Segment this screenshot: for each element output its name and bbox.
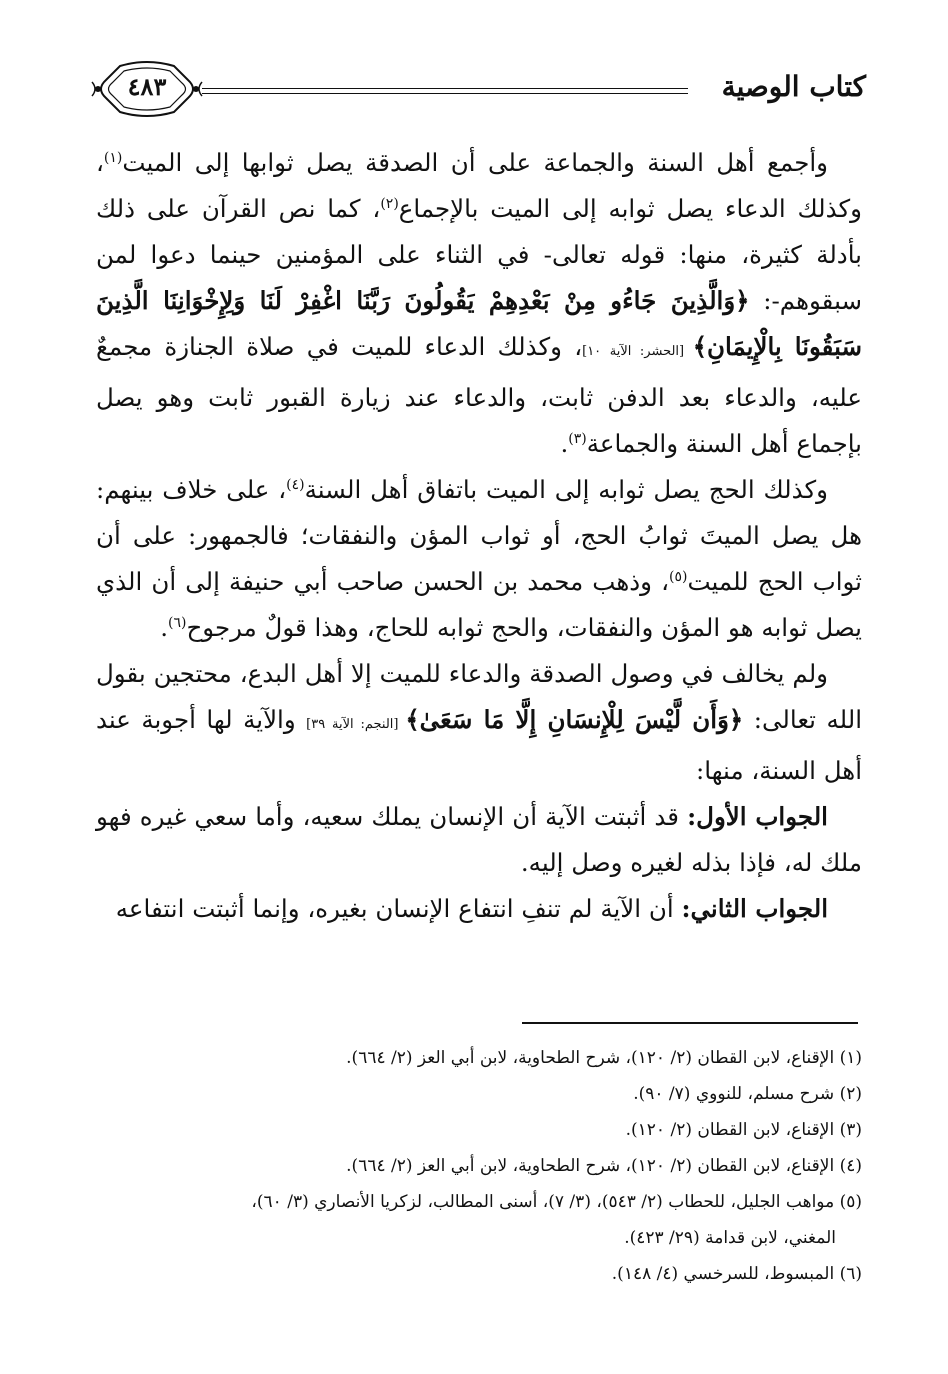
chapter-title: كتاب الوصية: [721, 70, 866, 103]
paragraph-answer-2: الجواب الثاني: أن الآية لم تنفِ انتفاع الإنسان بغيره، وإنما أثبتت انتفاعه: [115, 894, 828, 923]
footnote-ref-5: (٥): [668, 568, 688, 585]
page-number: ٤٨٣: [127, 72, 167, 101]
footnote-divider: [522, 1022, 858, 1024]
paragraph-answer-1: الجواب الأول: قد أثبتت الآية أن الإنسان يملك سعيه، وأما سعي غيره فهو ملك له، فإذا بذله لغيره وصل إليه.: [96, 802, 862, 877]
page-header: [90, 58, 866, 122]
verse-reference-najm: [النجم: الآية ٣٩]: [306, 717, 406, 732]
footnote-2: (٢) شرح مسلم، للنووي (٧/ ٩٠).: [633, 1084, 862, 1104]
quran-verse-hashr: ﴿وَالَّذِينَ جَاءُو مِنْ بَعْدِهِمْ يَقُولُونَ رَبَّنَا اغْفِرْ لَنَا وَلِإِخْوَانِنَا الَّذِينَ سَبَقُونَا بِالْإِيمَانِ﴾: [96, 286, 862, 361]
header-rule: [202, 88, 688, 94]
footnote-5: (٥) مواهب الجليل، للحطاب (٢/ ٥٤٣)، (٣/ ٧)، أسنى المطالب، لزكريا الأنصاري (٣/ ٦٠)،: [251, 1192, 862, 1212]
footnote-6: (٦) المبسوط، للسرخسي (٤/ ١٤٨).: [611, 1264, 862, 1284]
paragraph-hajj: وكذلك الحج يصل ثوابه إلى الميت باتفاق أهل السنة$^{(٤)}$، على خلاف بينهم: هل يصل الميتَ ثوابُ الحج، أو ثواب المؤن والنفقات؛ فالجمهور: على أن ثواب الحج للميت$^{(٥)}$، وذهب محمد بن الحسن صاحب أبي حنيفة إلى أن الذي يصل ثوابه هو المؤن والنفقات، والحج ثوابه للحاج، وهذا قولٌ مرجوح$^{(٦)}$.: [96, 475, 863, 642]
footnotes: [96, 1040, 862, 1292]
paragraph-dissent: ولم يخالف في وصول الصدقة والدعاء للميت إلا أهل البدع، محتجين بقول الله تعالى: ﴿وَأَن لَّيْسَ لِلْإِنسَانِ إِلَّا مَا سَعَىٰ﴾ [النجم: الآية ٣٩] والآية لها أجوبة عند أهل السنة، منها:: [96, 659, 862, 785]
answer-2-label: الجواب الثاني:: [681, 894, 828, 923]
footnote-3: (٣) الإقناع، لابن القطان (٢/ ١٢٠).: [625, 1120, 862, 1140]
paragraph-consensus: وأجمع أهل السنة والجماعة على أن الصدقة يصل ثوابها إلى الميت$^{(١)}$، وكذلك الدعاء يصل ثوابه إلى الميت بالإجماع$^{(٢)}$، كما نص القرآن على ذلك بأدلة كثيرة، منها: قوله تعالى- في الثناء على المؤمنين حينما دعوا لمن سبقوهم-: ﴿وَالَّذِينَ جَاءُو مِنْ بَعْدِهِمْ يَقُولُونَ رَبَّنَا اغْفِرْ لَنَا وَلِإِخْوَانِنَا الَّذِينَ سَبَقُونَا بِالْإِيمَانِ﴾ [الحشر: الآية ١٠]، وكذلك الدعاء للميت في صلاة الجنازة مجمعٌ عليه، والدعاء بعد الدفن ثابت، والدعاء عند زيارة القبور ثابت وهو يصل بإجماع أهل السنة والجماعة$^{(٣)}$.: [96, 148, 862, 458]
answer-1-label: الجواب الأول:: [687, 802, 828, 831]
footnote-4: (٤) الإقناع، لابن القطان (٢/ ١٢٠)، شرح الطحاوية، لابن أبي العز (٢/ ٦٦٤).: [346, 1156, 862, 1176]
footnote-ref-6: (٦): [168, 614, 187, 631]
main-text: [96, 140, 862, 932]
footnote-ref-1: (١): [103, 149, 123, 166]
footnote-ref-3: (٣): [568, 430, 587, 447]
footnote-ref-2: (٢): [380, 195, 399, 212]
footnote-ref-4: (٤): [286, 476, 305, 493]
footnote-1: (١) الإقناع، لابن القطان (٢/ ١٢٠)، شرح الطحاوية، لابن أبي العز (٢/ ٦٦٤).: [346, 1048, 862, 1068]
footnote-5-continuation: المغني، لابن قدامة (٢٩/ ٤٢٣).: [624, 1228, 836, 1248]
verse-reference-hashr: [الحشر: الآية ١٠]: [582, 344, 693, 359]
quran-verse-najm: ﴿وَأَن لَّيْسَ لِلْإِنسَانِ إِلَّا مَا سَعَىٰ﴾: [405, 705, 744, 734]
